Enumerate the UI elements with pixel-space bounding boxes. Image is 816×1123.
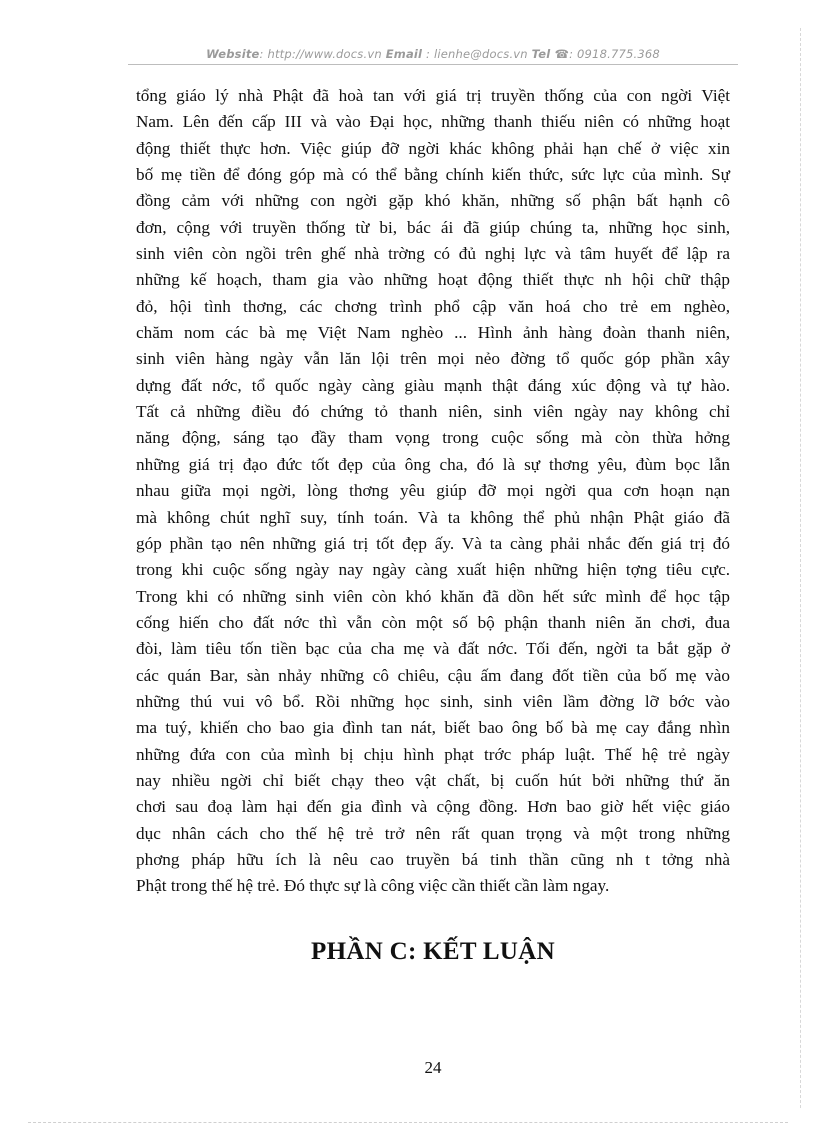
body-line: các quán Bar, sàn nhảy những cô chiêu, cậu ấm đang đốt tiền của bố mẹ vào xyxy=(136,665,730,685)
tel-value: : 0918.775.368 xyxy=(569,47,660,61)
body-line: chăm nom các bà mẹ Việt Nam nghèo ... Hình ảnh hàng đoàn thanh niên, xyxy=(136,323,730,343)
body-line: động thiết thực hơn. Việc giúp đỡ ngời khác không phải hạn chế ở việc xin xyxy=(136,138,730,158)
body-line: góp phần tạo nên những giá trị tốt đẹp ấy. Và ta càng phải nhắc đến giá trị đó xyxy=(136,533,730,553)
body-line: sinh viên còn ngồi trên ghế nhà trờng có đủ nghị lực và tâm huyết để lập ra xyxy=(136,244,730,264)
body-line: Tất cả những điều đó chứng tỏ thanh niên, sinh viên ngày nay không chỉ xyxy=(136,402,730,422)
tel-label: Tel ☎ xyxy=(531,47,570,61)
body-line: bố mẹ tiền để đóng góp mà có thể bằng chính kiến thức, sức lực của mình. Sự xyxy=(136,165,730,185)
body-line: sinh viên hàng ngày vẫn lăn lội trên mọi nẻo đờng tổ quốc góp phần xây xyxy=(136,349,730,369)
body-line: những kế hoạch, tham gia vào những hoạt động thiết thực nh hội chữ thập xyxy=(136,270,730,290)
body-line: Trong khi có những sinh viên còn khó khăn đã dồn hết sức mình để học tập xyxy=(136,586,730,606)
body-line: ma tuý, khiến cho bao gia đình tan nát, biết bao ông bố bà mẹ cay đắng nhìn xyxy=(136,718,730,738)
body-line: tổng giáo lý nhà Phật đã hoà tan với giá trị truyền thống của con ngời Việt xyxy=(136,86,730,105)
body-line: Phật trong thế hệ trẻ. Đó thực sự là công việc cần thiết cần làm ngay. xyxy=(136,876,610,896)
page-header xyxy=(128,47,738,61)
body-line: chơi sau đoạ làm hại đến gia đình và cộng đồng. Hơn bao giờ hết việc giáo xyxy=(136,797,730,817)
body-line: nay nhiều ngời chỉ biết chạy theo vật chất, bị cuốn hút bởi những thứ ăn xyxy=(136,770,730,790)
body-line: những giá trị đạo đức tốt đẹp của ông cha, đó là sự thơng yêu, đùm bọc lẫn xyxy=(136,454,730,474)
body-line: năng động, sáng tạo đầy tham vọng trong cuộc sống mà còn thừa hởng xyxy=(136,428,730,448)
body-line: đơn, cộng với truyền thống từ bi, bác ái đã giúp chúng ta, những học sinh, xyxy=(136,217,730,237)
body-line: đỏ, hội tình thơng, các chơng trình phổ cập văn hoá cho trẻ em nghèo, xyxy=(136,296,730,316)
section-title: PHẦN C: KẾT LUẬN xyxy=(311,938,555,965)
page-number: 24 xyxy=(424,1058,442,1077)
email-label: Email xyxy=(385,47,423,61)
website-value: : http://www.docs.vn xyxy=(259,47,382,61)
body-line: dựng đất nớc, tổ quốc ngày càng giàu mạnh thật đáng xúc động và tự hào. xyxy=(136,375,730,395)
body-line: trong khi cuộc sống ngày nay ngày càng xuất hiện những hiện tợng tiêu cực. xyxy=(136,560,730,580)
body-line: những đứa con của mình bị chịu hình phạt trớc pháp luật. Thế hệ trẻ ngày xyxy=(136,744,730,764)
body-line: nhau giữa mọi ngời, lòng thơng yêu giúp đỡ mọi ngời qua cơn hoạn nạn xyxy=(136,481,730,501)
body-line: những thú vui vô bổ. Rồi những học sinh, sinh viên lầm đờng lỡ bớc vào xyxy=(136,691,730,711)
header-divider xyxy=(128,64,738,65)
body-line: phơng pháp hữu ích là nêu cao truyền bá tinh thần cũng nh t tởng nhà xyxy=(136,849,730,869)
body-line: cống hiến cho đất nớc thì vẫn còn một số bộ phận thanh niên ăn chơi, đua xyxy=(136,612,730,632)
body-line: đòi, làm tiêu tốn tiền bạc của cha mẹ và đất nớc. Tối đến, ngời ta bắt gặp ở xyxy=(136,639,730,659)
website-label: Website xyxy=(206,47,260,61)
email-value: : lienhe@docs.vn xyxy=(426,47,528,61)
body-paragraph xyxy=(136,83,730,900)
body-line: mà không chút nghĩ suy, tính toán. Và ta không thể phủ nhận Phật giáo đã xyxy=(136,507,730,527)
page-edge-guide xyxy=(800,28,801,1108)
body-line: Nam. Lên đến cấp III và vào Đại học, những thanh thiếu niên có những hoạt xyxy=(136,112,730,132)
body-line: đồng cảm với những con ngời gặp khó khăn, những số phận bất hạnh cô xyxy=(136,191,730,211)
body-line: dục nhân cách cho thế hệ trẻ trở nên rất quan trọng và một trong những xyxy=(136,823,730,843)
